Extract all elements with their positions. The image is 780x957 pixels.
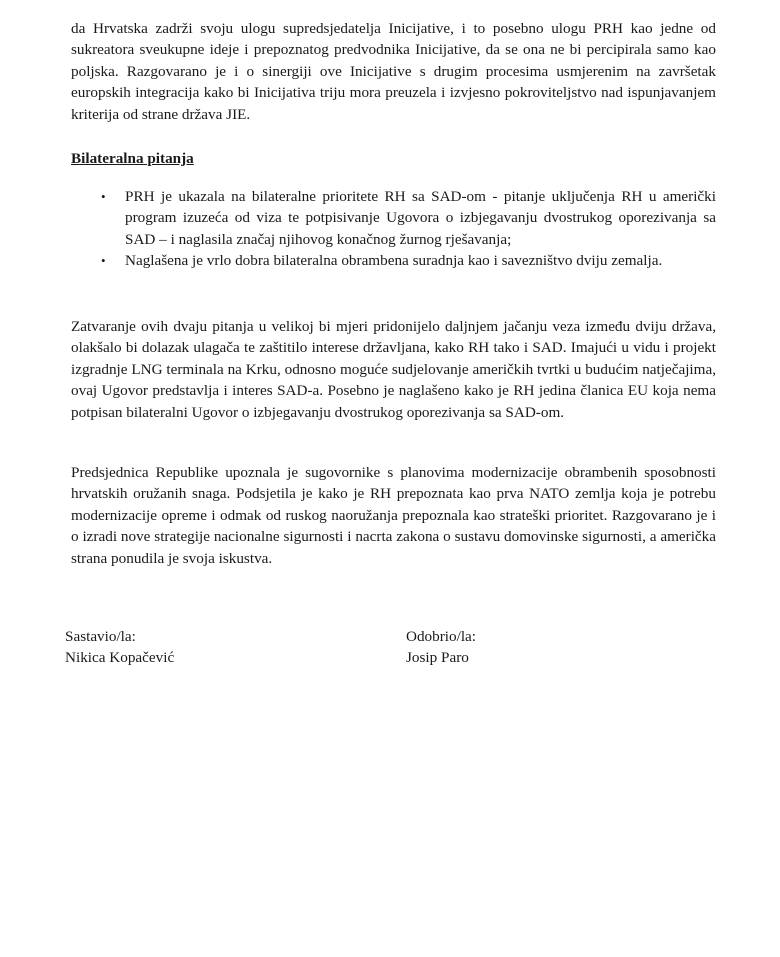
bullet-text: Naglašena je vrlo dobra bilateralna obrambena suradnja kao i savezništvo dviju zemalja. [125,252,663,270]
signature-label: Odobrio/la: [406,628,477,645]
signature-name: Nikica Kopačević [65,649,175,666]
signature-name: Josip Paro [406,649,469,666]
section-heading: Bilateralna pitanja [71,150,194,167]
bullet-icon: • [101,253,106,269]
bullet-item [71,186,716,250]
signature-label: Sastavio/la: [65,628,136,645]
paragraph-closing: Zatvaranje ovih dvaju pitanja u velikoj bi mjeri pridonijelo daljnjem jačanju veza između dviju država, olakšalo bi dolazak ulagača te zaštitilo interese državljana, kako RH tako i SAD. Imajući u vidu i projekt izgradnje LNG terminala na Krku, odnosno moguće sudjelovanje američkih tvrtki u budućim natječajima, ovaj Ugovor predstavlja i interes SAD-a. Posebno je naglašeno kako je RH jedina članica EU koja nema potpisan bilateralni Ugovor o izbjegavanju dvostrukog oporezivanja sa SAD-om. [71,318,716,421]
paragraph-president: Predsjednica Republike upoznala je sugovornike s planovima modernizacije obrambenih sposobnosti hrvatskih oružanih snaga. Podsjetila je kako je RH prepoznata kao prva NATO zemlja koja je potrebu modernizacije opreme i odmak od ruskog naoružanja prepoznala kao strateški prioritet. Razgovarano je i o izradi nove strategije nacionalne sigurnosti i nacrta zakona o sustavu domovinske sigurnosti, a američka strana ponudila je svoja iskustva. [71,464,716,567]
bullet-list [71,186,716,272]
bullet-icon: • [101,189,106,204]
paragraph-intro: da Hrvatska zadrži svoju ulogu supredsjedatelja Inicijative, i to posebno ulogu PRH kao jedne od sukreatora sveukupne ideje i prepoznatog predvodnika Inicijative, da se ona ne bi percipirala samo kao poljska. Razgovarano je i o sinergiji ove Inicijative s drugim procesima usmjerenim na završetak europskih integracija kako bi Inicijativa triju mora preuzela i izvjesno pokroviteljstvo nad ispunjavanjem kriterija od strane država JIE. [71,20,716,123]
bullet-text: PRH je ukazala na bilateralne prioritete RH sa SAD-om - pitanje uključenja RH u američki program izuzeća od viza te potpisivanje Ugovora o izbjegavanju dvostrukog oporezivanja sa SAD – i naglasila značaj njihovog konačnog žurnog rješavanja; [125,188,716,248]
signature-approved-by [406,626,476,668]
bullet-item [71,250,716,271]
signature-compiled-by [65,626,174,668]
